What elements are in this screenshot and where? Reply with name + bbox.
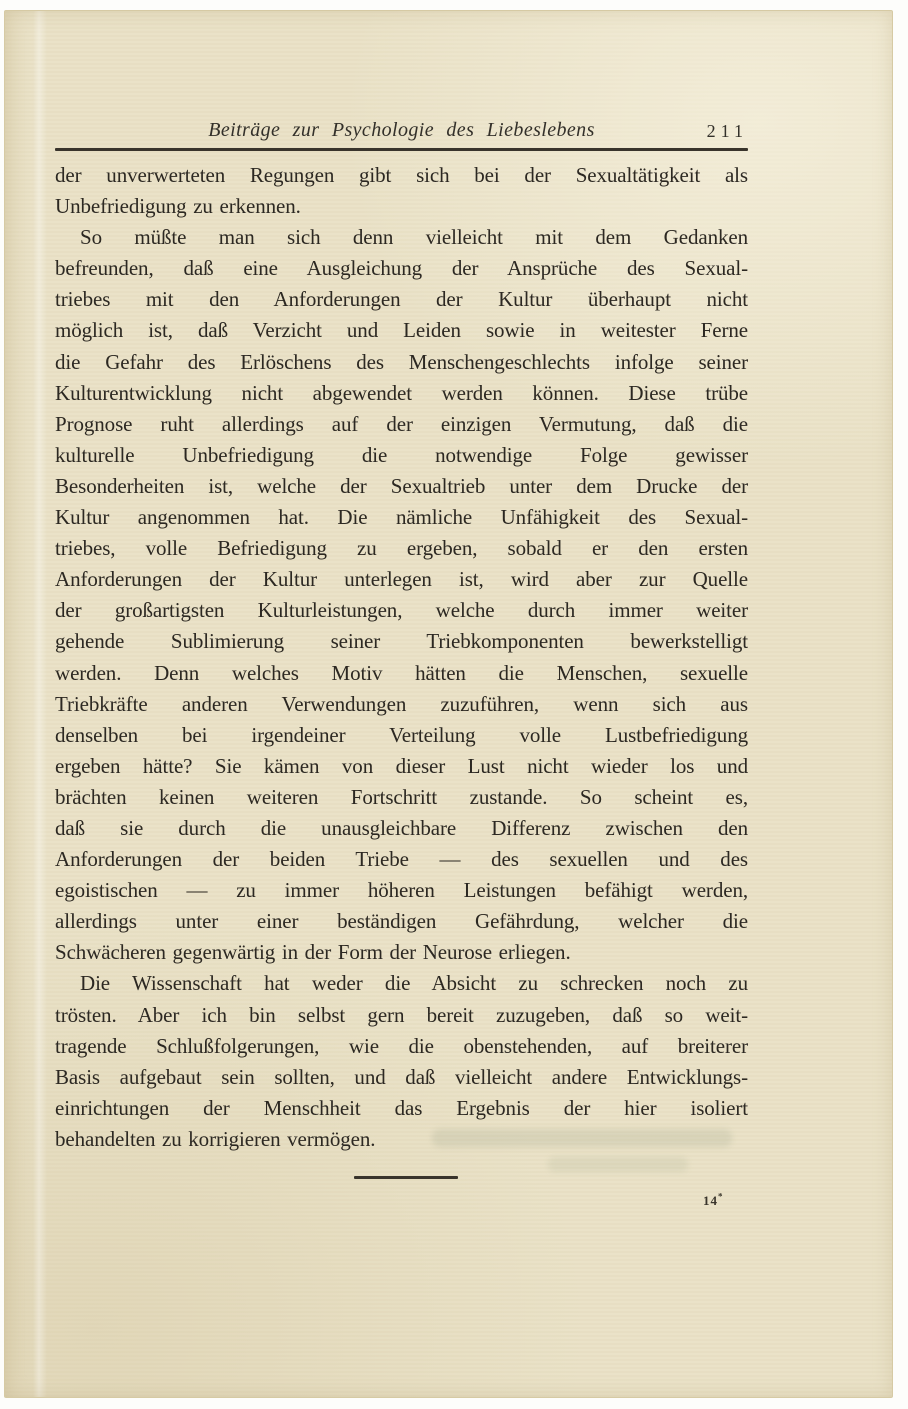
text-line: allerdings unter einer beständigen Gefährdung, welcher die [55, 909, 748, 934]
text-line: behandelten zu korrigieren vermögen. [55, 1126, 376, 1151]
text-line: Triebkräfte anderen Verwendungen zuzuführen, wenn sich aus [55, 691, 748, 716]
text-line: die Gefahr des Erlöschens des Menschengeschlechts infolge seiner [55, 349, 748, 374]
text-line: denselben bei irgendeiner Verteilung volle Lustbefriedigung [55, 722, 748, 747]
text-line: egoistischen — zu immer höheren Leistungen befähigt werden, [55, 878, 748, 903]
text-line: Kultur angenommen hat. Die nämliche Unfähigkeit des Sexual- [55, 505, 748, 530]
signature-number: 14 [703, 1193, 718, 1208]
text-line: Die Wissenschaft hat weder die Absicht zu schrecken noch zu [80, 971, 748, 996]
text-line: Besonderheiten ist, welche der Sexualtrieb unter dem Drucke der [55, 473, 748, 498]
text-line: einrichtungen der Menschheit das Ergebnis der hier isoliert [55, 1095, 748, 1120]
text-line: triebes mit den Anforderungen der Kultur überhaupt nicht [55, 287, 748, 312]
text-line: Unbefriedigung zu erkennen. [55, 194, 301, 219]
text-line: Kulturentwicklung nicht abgewendet werden können. Diese trübe [55, 380, 748, 405]
page-number: 211 [706, 121, 748, 141]
page-header [55, 116, 748, 144]
section-divider-rule [354, 1176, 458, 1179]
running-title: Beiträge zur Psychologie des Liebeslebens [208, 119, 595, 141]
text-line: Prognose ruht allerdings auf der einzigen Vermutung, daß die [55, 411, 748, 436]
bleed-through-artifact [432, 1129, 732, 1147]
text-line: der unverwerteten Regungen gibt sich bei der Sexualtätigkeit als [55, 163, 748, 187]
text-line: brächten keinen weiteren Fortschritt zustande. So scheint es, [55, 784, 748, 809]
signature-mark [703, 1193, 724, 1209]
text-line: So müßte man sich denn vielleicht mit dem Gedanken [80, 225, 748, 250]
body-text [55, 160, 748, 1155]
text-line: ergeben hätte? Sie kämen von dieser Lust nicht wieder los und [55, 753, 748, 778]
text-line: Anforderungen der Kultur unterlegen ist, wird aber zur Quelle [55, 567, 748, 592]
text-line: trösten. Aber ich bin selbst gern bereit zuzugeben, daß so weit- [55, 1002, 748, 1027]
text-line: tragende Schlußfolgerungen, wie die obenstehenden, auf breiterer [55, 1033, 748, 1058]
text-line: Basis aufgebaut sein sollten, und daß vielleicht andere Entwicklungs- [55, 1064, 748, 1089]
text-line: kulturelle Unbefriedigung die notwendige Folge gewisser [55, 442, 748, 467]
text-line: werden. Denn welches Motiv hätten die Menschen, sexuelle [55, 660, 748, 685]
text-line: gehende Sublimierung seiner Triebkomponenten bewerkstelligt [55, 629, 748, 654]
text-line: möglich ist, daß Verzicht und Leiden sowie in weitester Ferne [55, 318, 748, 343]
bleed-through-artifact [548, 1157, 688, 1172]
text-line: triebes, volle Befriedigung zu ergeben, sobald er den ersten [55, 536, 748, 561]
text-line: befreunden, daß eine Ausgleichung der Ansprüche des Sexual- [55, 256, 748, 281]
text-line: Anforderungen der beiden Triebe — des sexuellen und des [55, 847, 748, 872]
signature-asterisk: * [718, 1191, 724, 1202]
header-rule [55, 148, 748, 151]
text-line: Schwächeren gegenwärtig in der Form der Neurose erliegen. [55, 940, 571, 965]
text-line: der großartigsten Kulturleistungen, welche durch immer weiter [55, 598, 748, 623]
text-line: daß sie durch die unausgleichbare Differenz zwischen den [55, 815, 748, 840]
